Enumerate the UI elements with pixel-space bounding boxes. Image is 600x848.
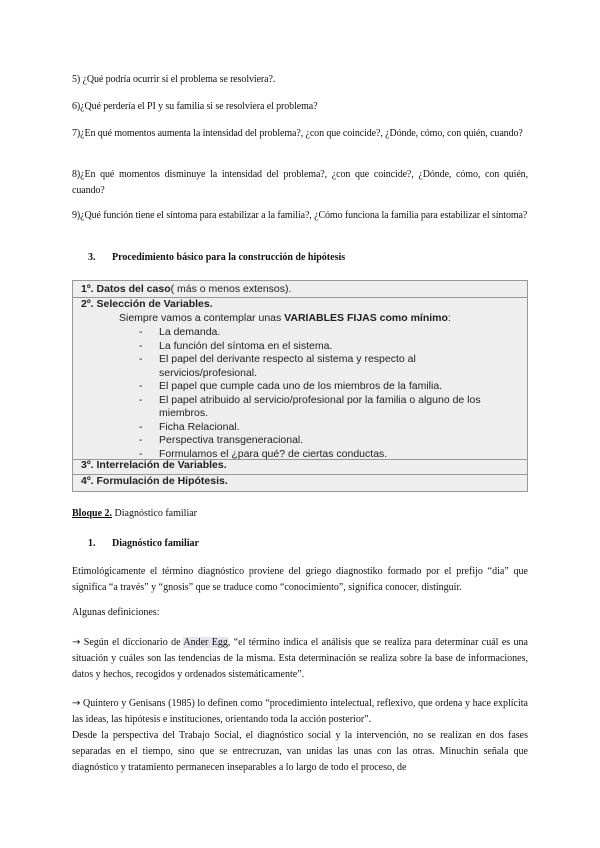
question-5: 5) ¿Qué podría ocurrir si el problema se resolviera?. <box>72 74 276 85</box>
list-item: - La demanda. <box>139 326 509 340</box>
box-row-2: 2º. Selección de Variables. <box>81 298 213 310</box>
section-title: Diagnóstico familiar <box>112 538 199 549</box>
question-7: 7)¿En qué momentos aumenta la intensidad del problema?, ¿con que coincide?, ¿Dónde, cómo, con quién, cuando? <box>72 128 523 139</box>
variables-list <box>139 326 509 461</box>
section-number: 1. <box>88 538 96 549</box>
list-item: - El papel del derivante respecto al sistema y respecto al servicios/profesional. <box>139 353 509 380</box>
question-8: 8)¿En qué momentos disminuye la intensidad del problema?, ¿con que coincide?, ¿Dónde, cómo, con quién, cuando? <box>72 169 528 196</box>
list-item: - Ficha Relacional. <box>139 421 509 435</box>
list-item: - El papel que cumple cada uno de los miembros de la familia. <box>139 380 509 394</box>
hypothesis-procedure-box <box>72 280 528 492</box>
author-highlight: Ander Egg <box>183 637 228 648</box>
list-item: - Perspectiva transgeneracional. <box>139 434 509 448</box>
trabajo-social-paragraph: Desde la perspectiva del Trabajo Social, el diagnóstico social y la intervención, no se realizan en dos fases separadas en el tiempo, sino que se entrecruzan, van unidas las unas con las otras. Minuchin señala que diagnóstico y tratamiento permanecen inseparables a lo largo de todo el proceso, de <box>72 730 528 773</box>
box-row-1: 1º. Datos del caso( más o menos extensos). <box>81 283 292 295</box>
list-item: - El papel atribuido al servicio/profesional por la familia o alguno de los miembros. <box>139 394 509 421</box>
bloque-heading: Bloque 2. Diagnóstico familiar <box>72 508 197 519</box>
arrow-icon: → <box>72 698 81 709</box>
section-3-heading <box>88 252 345 263</box>
section-title: Procedimiento básico para la construcción de hipótesis <box>112 252 346 263</box>
arrow-icon: → <box>72 637 81 648</box>
definition-1: → Según el diccionario de Ander Egg, “el término indica el análisis que se realiza para determinar cuál es una situación y cuáles son las tendencias de la misma. Esta determinación se realiza sobre la base de informaciones, datos y hechos, recogidos y ordenados sistemáticamente”. <box>72 637 528 680</box>
box-row-3: 3º. Interrelación de Variables. <box>81 459 227 471</box>
question-9: 9)¿Qué función tiene el síntoma para estabilizar a la familia?, ¿Cómo funciona la familia para estabilizar el síntoma? <box>72 210 528 221</box>
box-row-4: 4º. Formulación de Hipótesis. <box>81 475 228 487</box>
list-item: - Formulamos el ¿para qué? de ciertas conductas. <box>139 448 509 462</box>
box-intro: Siempre vamos a contemplar unas VARIABLES FIJAS como mínimo: <box>119 312 451 324</box>
section-number: 3. <box>88 252 96 263</box>
question-6: 6)¿Qué perdería el PI y su familia si se resolviera el problema? <box>72 101 318 112</box>
definition-2: → Quintero y Genisans (1985) lo definen como “procedimiento intelectual, reflexivo, que ordena y hace explícita las ideas, las hipótesis e instituciones, orientando toda la acción posterior”. <box>72 698 528 725</box>
section-1-heading <box>88 538 199 549</box>
etymology-paragraph: Etimológicamente el término diagnóstico proviene del griego diagnostiko formado por el prefijo “dia” que significa “a través” y “gnosis” que se traduce como “conocimiento”, significa conocer, distinguir. <box>72 566 528 593</box>
definitions-heading: Algunas definiciones: <box>72 607 160 618</box>
list-item: - La función del síntoma en el sistema. <box>139 340 509 354</box>
